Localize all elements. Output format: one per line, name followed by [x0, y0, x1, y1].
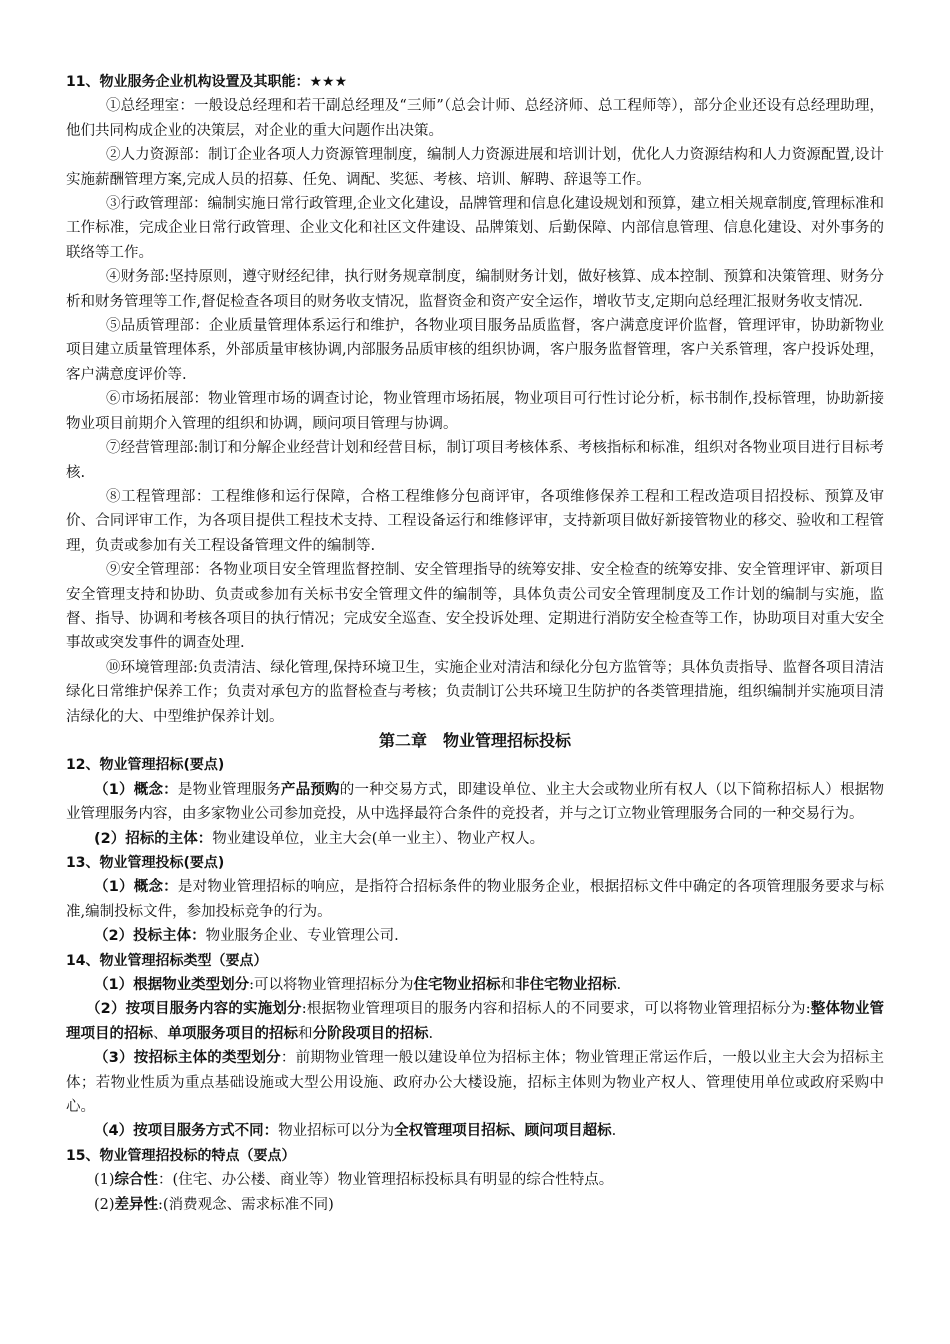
s12-p2-label: (2）招标的主体：	[94, 830, 213, 847]
s13-para-2	[66, 924, 884, 948]
s12-p1-bold: 产品预购	[280, 781, 340, 798]
s14-p4-label: （4）按项目服务方式不同：	[94, 1123, 279, 1140]
s14-p2-bold-3: 分阶段项目的招标	[312, 1025, 429, 1042]
s14-p1-end: .	[616, 977, 622, 994]
s15-p2-num: (2)	[94, 1196, 115, 1213]
s12-p1-label: （1）概念：	[94, 781, 178, 798]
s13-p2-text: 物业服务企业、专业管理公司.	[205, 928, 399, 945]
s11-item-6: ⑥市场拓展部：物业管理市场的调查讨论，物业管理市场拓展，物业项目可行性讨论分析，标书制作,投标管理，协助新接物业项目前期介入管理的组织和协调，顾问项目管理与协调。	[66, 391, 884, 432]
s14-p1-label: （1）根据物业类型划分	[94, 977, 250, 994]
s14-para-1	[66, 973, 884, 997]
s14-p4-end: .	[611, 1123, 617, 1140]
s14-p3-text: ：前期物业管理一般以建设单位为招标主体；物业管理正常运作后，一般以业主大会为招标主体；若物业性质为重点基础设施或大型公用设施、政府办公大楼设施，招标主体则为物业产权人、管理使用单位或政府采购中心。	[66, 1050, 884, 1116]
s11-item-5: ⑤品质管理部：企业质量管理体系运行和维护，各物业项目服务品质监督，客户满意度评价监督，管理评审，协助新物业项目建立质量管理体系，外部质量审核协调,内部服务品质审核的组织协调，客户服务监督管理，客户关系管理，客户投诉处理，客户满意度评价等.	[66, 318, 884, 383]
document-page	[66, 70, 884, 1217]
s11-item-4: ④财务部:坚持原则，遵守财经纪律，执行财务规章制度，编制财务计划，做好核算、成本控制、预算和决策管理、财务分析和财务管理等工作,督促检查各项目的财务收支情况，监督资金和资产安全运作，增收节支,定期向总经理汇报财务收支情况.	[66, 269, 884, 310]
s14-p4-text: 物业招标可以分为	[278, 1123, 395, 1140]
s14-para-3	[66, 1046, 884, 1119]
s12-p1-text-a: 是物业管理服务	[177, 781, 281, 798]
s14-p2-text: :根据物业管理项目的服务内容和招标人的不同要求，可以将物业管理招标分为:	[301, 1001, 811, 1018]
s15-p1-num: (1)	[94, 1172, 115, 1189]
s14-para-2	[66, 997, 884, 1046]
s14-p2-sep: 、	[153, 1025, 168, 1042]
s11-item-8: ⑧工程管理部：工程维修和运行保障，合格工程维修分包商评审，各项维修保养工程和工程改造项目招投标、预算及审价、合同评审工作，为各项目提供工程技术支持、工程设备运行和维修评审，支持新项目做好新接管物业的移交、验收和工程管理，负责或参加有关工程设备管理文件的编制等.	[66, 488, 884, 554]
s14-p2-bold-2: 单项服务项目的招标	[167, 1025, 298, 1042]
s14-p2-and: 和	[298, 1025, 313, 1042]
s11-item-10: ⑩环境管理部:负责清洁、绿化管理,保持环境卫生，实施企业对清洁和绿化分包方监管等；具体负责指导、监督各项目清洁绿化日常维护保养工作；负责对承包方的监督检查与考核；负责制订公共环境卫生防护的各类管理措施，组织编制并实施项目清洁绿化的大、中型维护保养计划。	[66, 659, 884, 725]
s14-p1-bold-2: 非住宅物业招标	[514, 977, 617, 994]
chapter-title: 第二章 物业管理招标投标	[378, 730, 571, 750]
s12-para-2	[66, 827, 884, 851]
s15-p2-label: 差异性	[114, 1196, 159, 1213]
s12-p1-text-b: 的一种交易方式，即建设单位、业主大会或物业所有权人（以下简称招标人）根据物业管理服务内容，由多家物业公司参加竞投，从中选择最符合条件的竞投者，并与之订立物业管理服务合同的一种交易行为。	[66, 781, 885, 823]
s15-p1-text: ：(住宅、办公楼、商业等）物业管理招标投标具有明显的综合性特点。	[158, 1172, 614, 1189]
s15-p2-text: :(消费观念、需求标准不同)	[158, 1196, 334, 1213]
section-15-heading: 15、物业管理招投标的特点（要点）	[66, 1147, 296, 1164]
s14-p2-bold-1: 整体物业管理项目的招标	[66, 1001, 885, 1042]
s14-p2-end: .	[428, 1025, 434, 1042]
s14-p1-text: :可以将物业管理招标分为	[249, 977, 414, 994]
section-13-heading: 13、物业管理投标(要点)	[66, 855, 225, 871]
s14-p1-bold-1: 住宅物业招标	[413, 977, 501, 994]
s15-para-1	[66, 1168, 884, 1192]
s13-p1-text: 是对物业管理招标的响应，是指符合招标条件的物业服务企业，根据招标文件中确定的各项管理服务要求与标准,编制投标文件，参加投标竞争的行为。	[66, 879, 885, 920]
s14-p1-and: 和	[500, 977, 515, 994]
s15-para-2	[66, 1193, 884, 1217]
s11-item-7: ⑦经营管理部:制订和分解企业经营计划和经营目标，制订项目考核体系、考核指标和标准，组织对各物业项目进行目标考核.	[66, 440, 884, 481]
s12-p2-text: 物业建设单位，业主大会(单一业主）、物业产权人。	[212, 830, 545, 847]
s13-p1-label: （1）概念：	[94, 879, 178, 896]
s14-p4-bold: 全权管理项目招标、顾问项目超标	[394, 1123, 612, 1140]
s13-para-1	[66, 875, 884, 924]
s15-p1-label: 综合性	[114, 1172, 159, 1189]
s14-p3-label: （3）按招标主体的类型划分	[94, 1050, 281, 1067]
s11-item-2: ②人力资源部：制订企业各项人力资源管理制度，编制人力资源进展和培训计划，优化人力资源结构和人力资源配置,设计实施薪酬管理方案,完成人员的招募、任免、调配、奖惩、考核、培训、解聘、辞退等工作。	[66, 147, 884, 188]
s14-p2-label: （2）按项目服务内容的实施划分	[86, 1001, 302, 1018]
section-12-heading: 12、物业管理招标(要点)	[66, 757, 225, 774]
s11-item-3: ③行政管理部：编制实施日常行政管理,企业文化建设，品牌管理和信息化建设规划和预算，建立相关规章制度,管理标准和工作标准，完成企业日常行政管理、企业文化和社区文件建设、品牌策划、后勤保障、内部信息管理、信息化建设、对外事务的联络等工作。	[66, 196, 884, 261]
s13-p2-label: （2）投标主体：	[94, 928, 206, 945]
section-14-heading: 14、物业管理招标类型（要点）	[66, 952, 268, 969]
s12-para-1	[66, 778, 884, 827]
s11-item-9: ⑨安全管理部：各物业项目安全管理监督控制、安全管理指导的统筹安排、安全检查的统筹安排、安全管理评审、新项目安全管理支持和协助、负责或参加有关标书安全管理文件的编制等，具体负责公司安全管理制度及工作计划的编制与实施，监督、指导、协调和考核各项目的执行情况；完成安全巡查、安全投诉处理、定期进行消防安全检查等工作，协助项目对重大安全事故或突发事件的调查处理.	[66, 562, 884, 652]
s11-item-1: ①总经理室：一般设总经理和若干副总经理及“三师”（总会计师、总经济师、总工程师等），部分企业还设有总经理助理，他们共同构成企业的决策层，对企业的重大问题作出决策。	[66, 98, 884, 139]
s14-para-4	[66, 1119, 884, 1143]
section-11-heading: 11、物业服务企业机构设置及其职能：★★★	[66, 74, 348, 90]
